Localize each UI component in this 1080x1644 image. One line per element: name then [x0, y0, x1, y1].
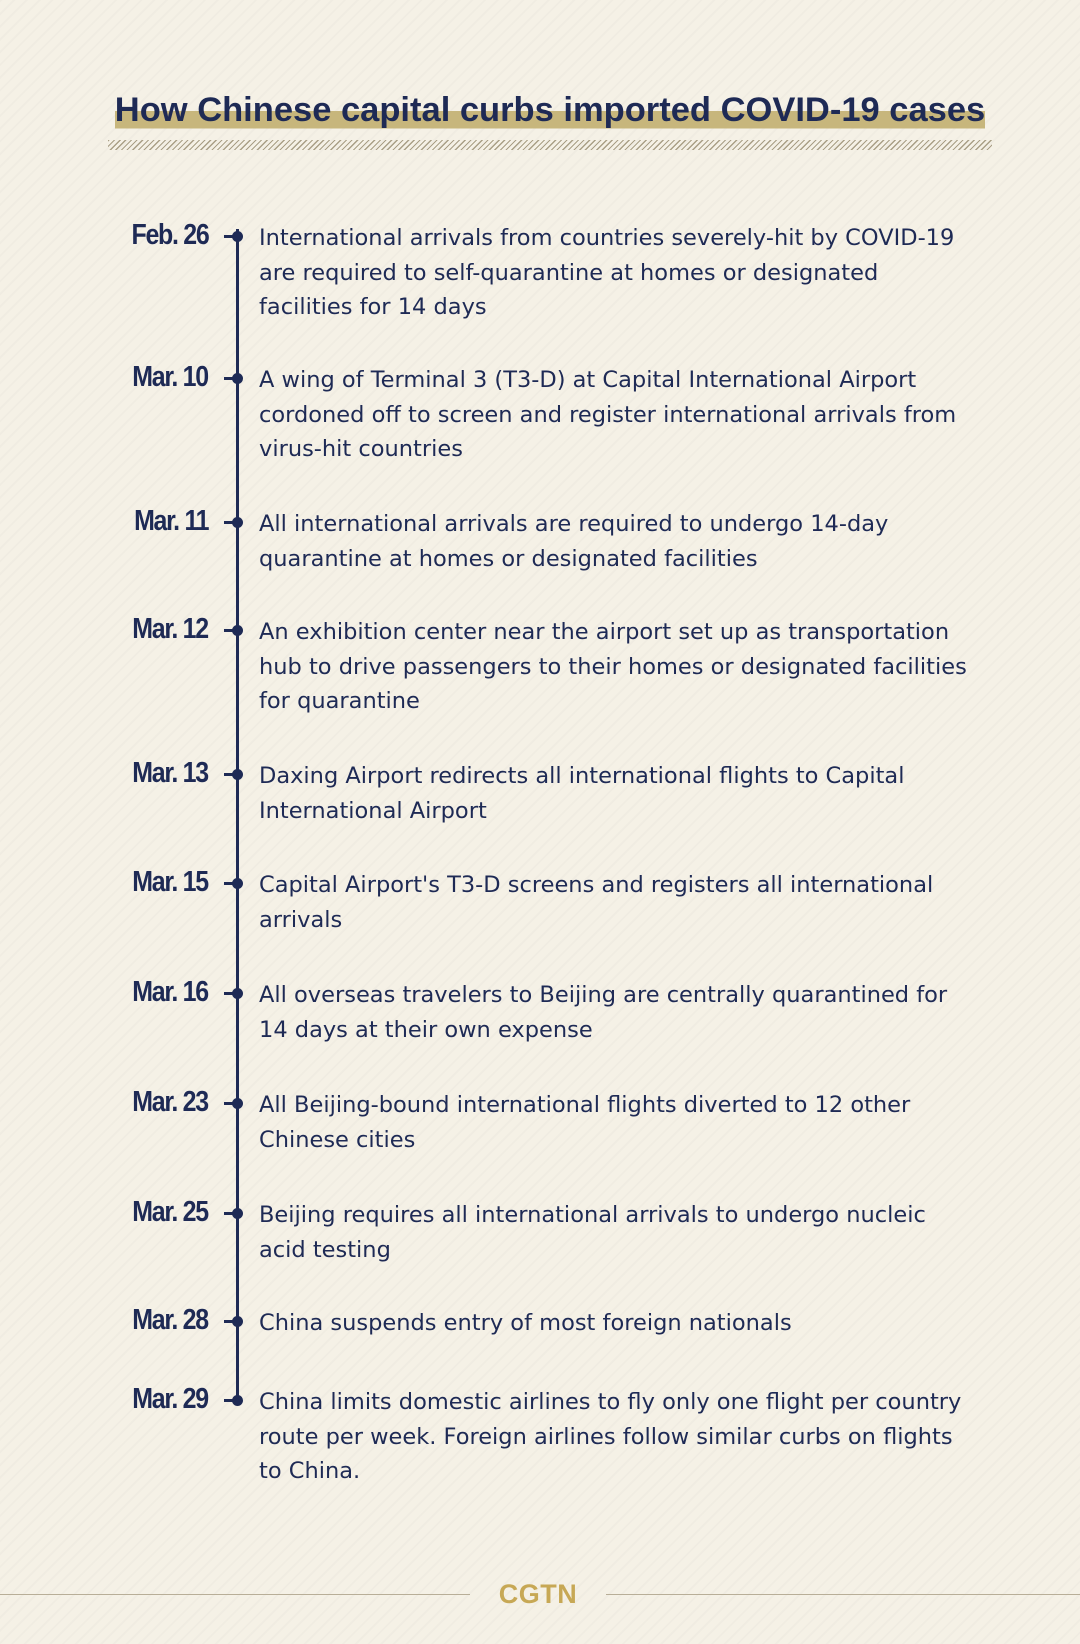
timeline-axis — [236, 229, 239, 1403]
timeline-date: Mar. 10 — [132, 361, 208, 393]
timeline-dot — [232, 988, 243, 999]
timeline-description: Beijing requires all international arrivals to undergo nucleic acid testing — [259, 1202, 926, 1263]
timeline-description: Capital Airport's T3-D screens and registers all international arrivals — [259, 872, 934, 933]
timeline-dot — [232, 517, 243, 528]
timeline-description: An exhibition center near the airport set up as transportation hub to drive passengers to their homes or designated facilities for quarantine — [259, 619, 967, 714]
timeline-date: Mar. 15 — [132, 866, 208, 898]
timeline-date: Mar. 16 — [132, 976, 208, 1008]
timeline-dot — [232, 1395, 243, 1406]
timeline-date: Mar. 12 — [132, 613, 208, 645]
timeline-dot — [232, 1208, 243, 1219]
timeline-description: All overseas travelers to Beijing are centrally quarantined for 14 days at their own expense — [259, 982, 948, 1043]
timeline-dot — [232, 231, 243, 242]
timeline-dot — [232, 769, 243, 780]
timeline-date: Feb. 26 — [131, 219, 208, 251]
timeline-date: Mar. 13 — [132, 757, 208, 789]
page-title: How Chinese capital curbs imported COVID-19 cases — [115, 88, 985, 132]
timeline-description: All Beijing-bound international flights diverted to 12 other Chinese cities — [259, 1092, 911, 1153]
timeline-description: International arrivals from countries severely-hit by COVID-19 are required to self-quarantine at homes or designated facilities for 14 days — [259, 225, 955, 320]
timeline-date: Mar. 29 — [132, 1383, 208, 1415]
footer-divider-left — [0, 1594, 470, 1595]
timeline-date: Mar. 28 — [132, 1304, 208, 1336]
timeline-description: All international arrivals are required to undergo 14-day quarantine at homes or designated facilities — [259, 511, 889, 572]
timeline-date: Mar. 25 — [132, 1196, 208, 1228]
timeline-description: China suspends entry of most foreign nationals — [259, 1310, 792, 1336]
timeline-date: Mar. 23 — [132, 1086, 208, 1118]
timeline-description: Daxing Airport redirects all international flights to Capital International Airport — [259, 763, 905, 824]
timeline-dot — [232, 1316, 243, 1327]
timeline-dot — [232, 1098, 243, 1109]
timeline-description: China limits domestic airlines to fly only one flight per country route per week. Foreign airlines follow similar curbs on flights to China. — [259, 1389, 962, 1484]
title-block — [108, 88, 992, 132]
title-hatch-divider — [108, 140, 992, 150]
timeline-dot — [232, 625, 243, 636]
cgtn-logo: CGTN — [498, 1579, 578, 1609]
timeline-description: A wing of Terminal 3 (T3-D) at Capital International Airport cordoned off to screen and register international arrivals from virus-hit countries — [259, 367, 957, 462]
timeline-dot — [232, 373, 243, 384]
timeline-date: Mar. 11 — [133, 505, 208, 537]
timeline-dot — [232, 878, 243, 889]
footer-divider-right — [606, 1594, 1080, 1595]
